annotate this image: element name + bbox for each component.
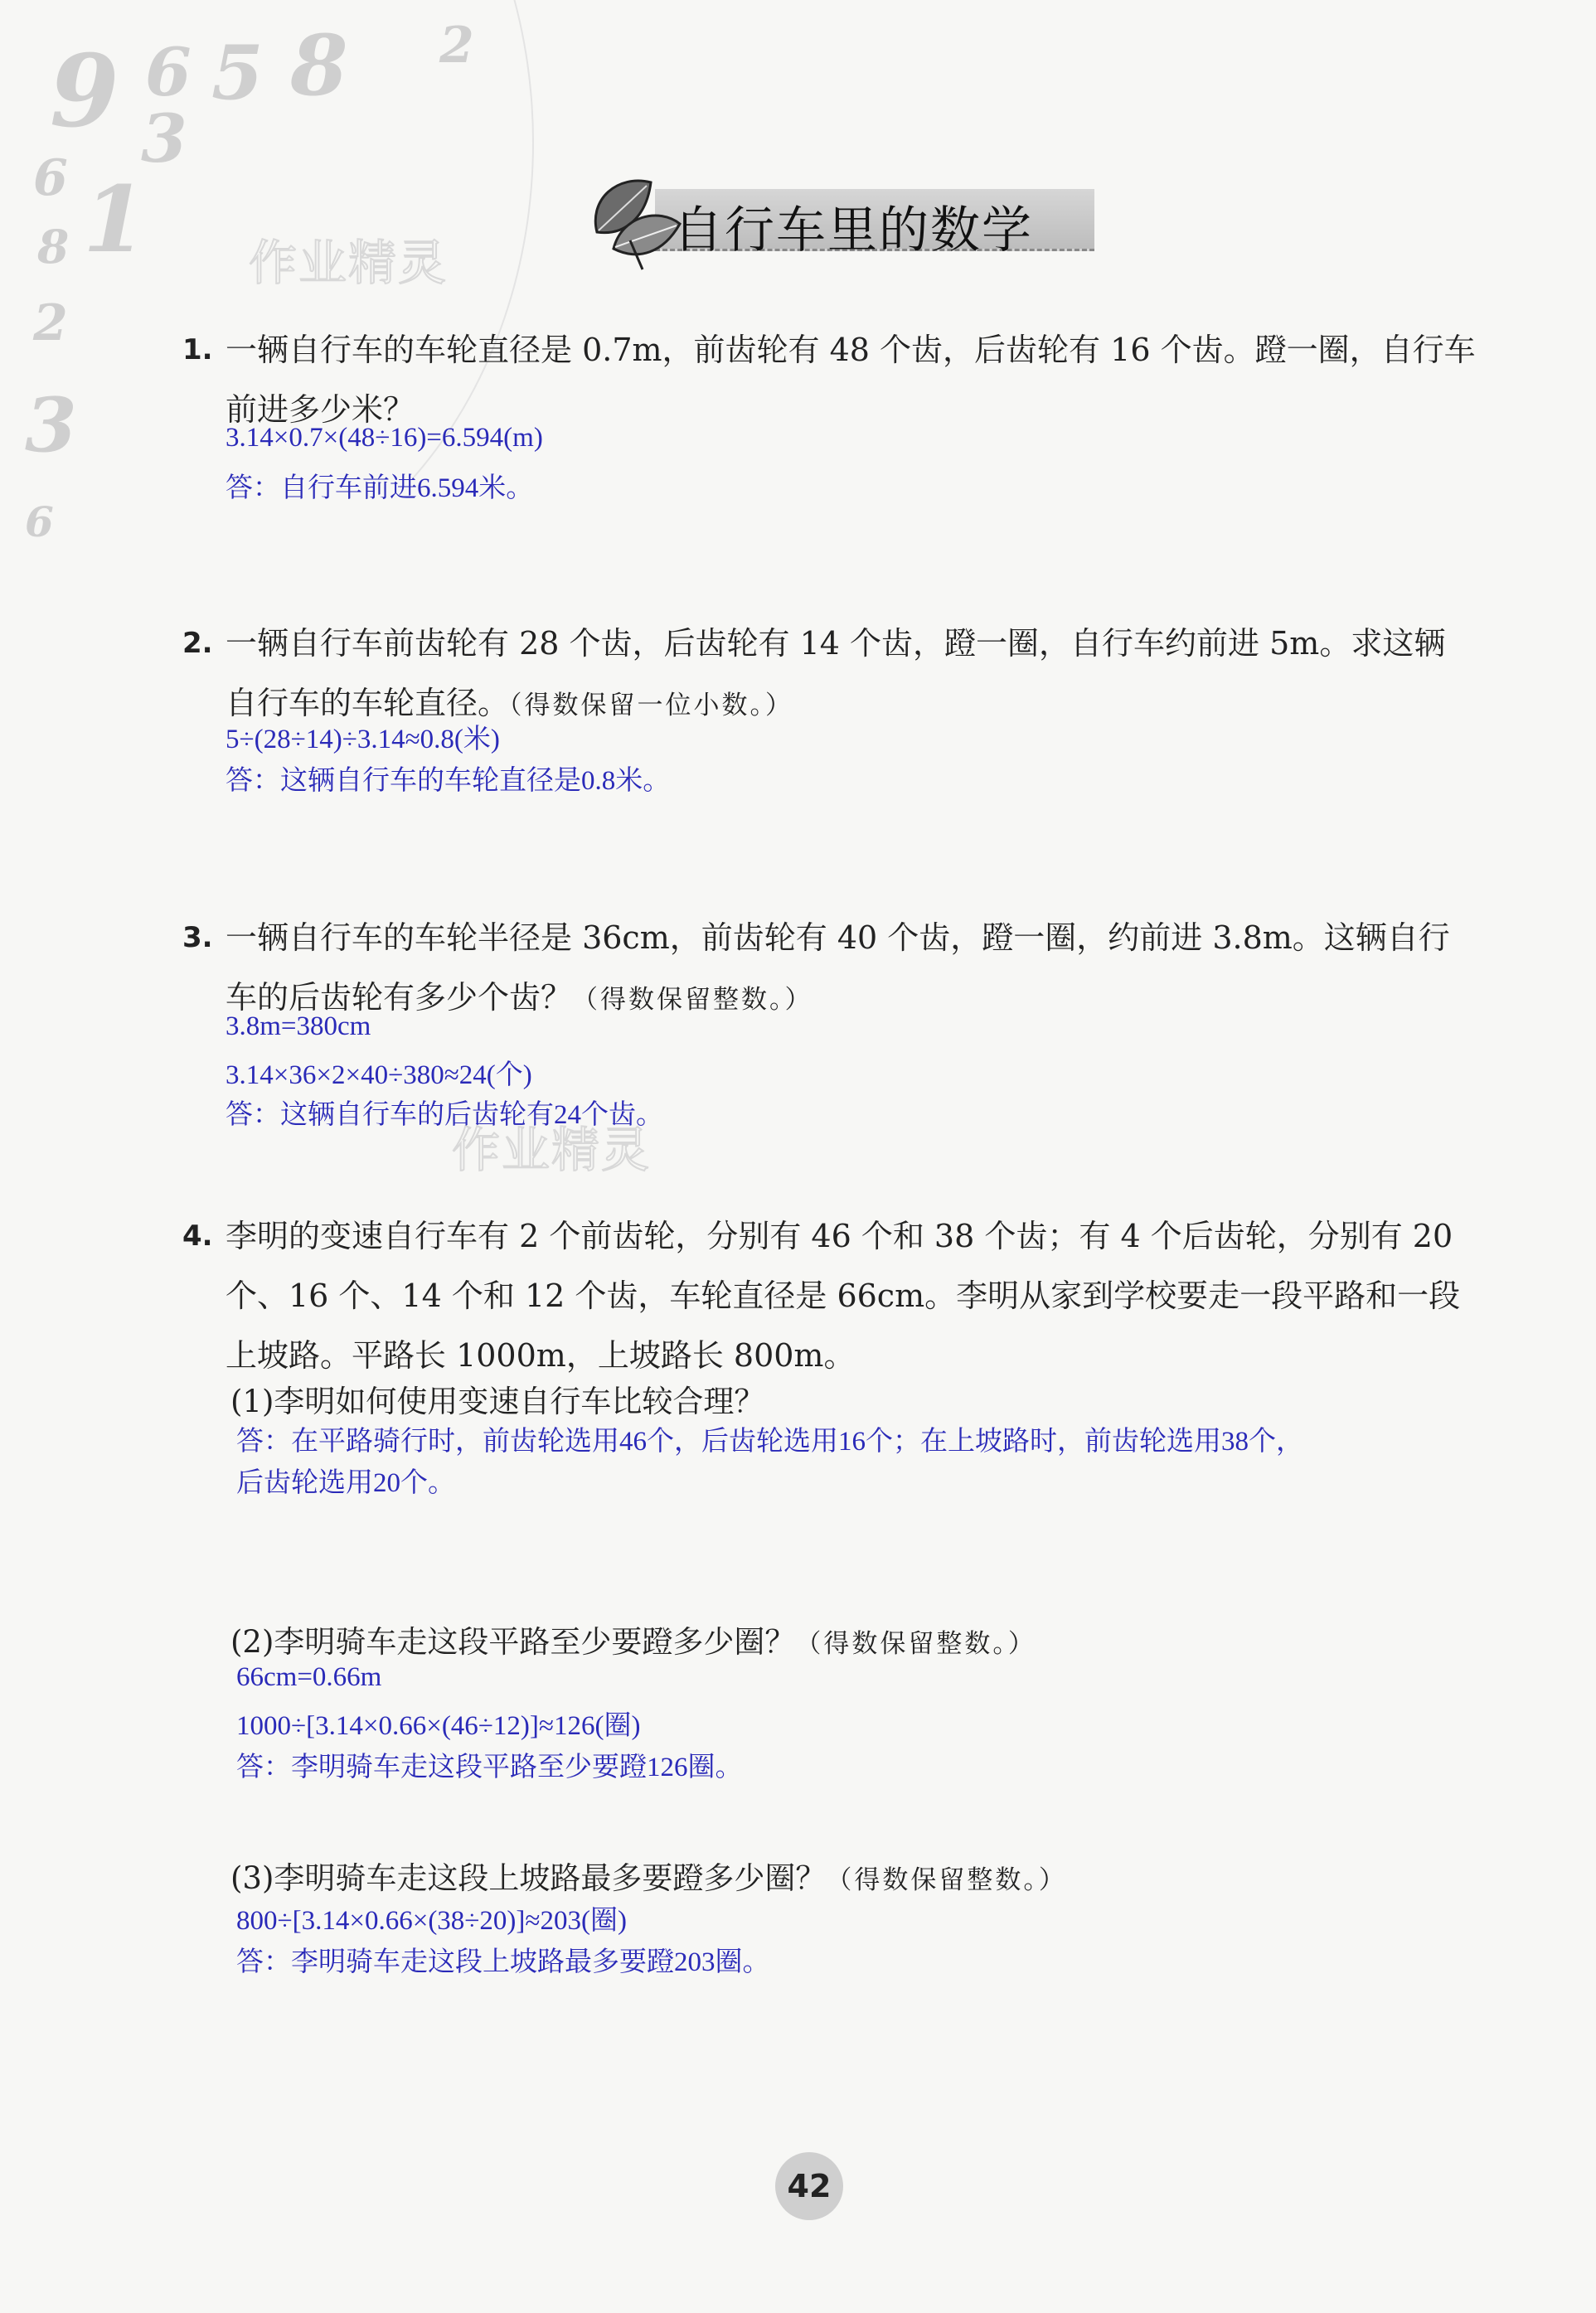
question-note: （得数保留整数。） [795, 1629, 1036, 1659]
answer-line: 答：在平路骑行时，前齿轮选用46个，后齿轮选用16个；在上坡路时，前齿轮选用38个， [236, 1427, 1303, 1457]
answer-line: 答：自行车前进6.594米。 [226, 473, 534, 503]
answer-line: 5÷(28÷14)÷3.14≈0.8(米) [226, 725, 500, 754]
answer-line: 答：这辆自行车的后齿轮有24个齿。 [226, 1100, 663, 1130]
question-number: 4. [182, 1220, 213, 1253]
decor-number: 5 [211, 29, 264, 117]
decor-number: 9 [50, 33, 119, 150]
decor-number: 3 [141, 99, 187, 177]
sub-question-text: (3)李明骑车走这段上坡路最多要蹬多少圈？ [230, 1860, 827, 1896]
sub-question [230, 1617, 1036, 1661]
decor-number: 6 [25, 497, 54, 546]
sub-question-text: (2)李明骑车走这段平路至少要蹬多少圈？ [230, 1624, 796, 1660]
answer-line: 后齿轮选用20个。 [236, 1468, 455, 1498]
sub-question [230, 1853, 1067, 1898]
question-text: 一辆自行车前齿轮有 28 个齿，后齿轮有 14 个齿，蹬一圈，自行车约前进 5m。求这辆自行车的车轮直径。 [226, 625, 1446, 721]
question-number: 1. [182, 333, 213, 366]
watermark: 作业精灵 [249, 235, 449, 291]
answer-line: 3.14×0.7×(48÷16)=6.594(m) [226, 423, 543, 453]
decor-number: 8 [290, 17, 348, 114]
question-note: （得数保留整数。） [826, 1865, 1067, 1895]
leaf-icon [580, 158, 688, 274]
answer-line: 3.14×36×2×40÷380≈24(个) [226, 1060, 532, 1090]
page-title: 自行车里的数学 [673, 201, 1033, 259]
decor-number: 2 [439, 17, 474, 75]
watermark: 作业精灵 [452, 1122, 652, 1178]
decor-number: 1 [83, 166, 147, 273]
answer-line: 答：这辆自行车的车轮直径是0.8米。 [226, 766, 671, 796]
question-note: （得数保留整数。） [572, 985, 813, 1015]
decor-number: 6 [145, 33, 192, 111]
answer-line: 答：李明骑车走这段平路至少要蹬126圈。 [236, 1753, 743, 1782]
title-banner [580, 158, 1111, 274]
decor-number: 8 [37, 220, 70, 274]
question-text: 李明的变速自行车有 2 个前齿轮，分别有 46 个和 38 个齿；有 4 个后齿轮，分别有 20 个、16 个、14 个和 12 个齿，车轮直径是 66cm。李明从家到学校要走一段平路和一段上坡路。平路长 1000m，上坡路长 800m。 [226, 1218, 1461, 1374]
decor-number: 2 [33, 294, 68, 352]
answer-line: 答：李明骑车走这段上坡路最多要蹬203圈。 [236, 1947, 770, 1977]
answer-line: 66cm=0.66m [236, 1662, 382, 1692]
page-number: 42 [775, 2152, 843, 2220]
answer-line: 1000÷[3.14×0.66×(46÷12)]≈126(圈) [236, 1711, 641, 1741]
question-4 [182, 1206, 1476, 1385]
question-note: （得数保留一位小数。） [509, 691, 794, 720]
answer-line: 800÷[3.14×0.66×(38÷20)]≈203(圈) [236, 1906, 627, 1936]
decor-number: 6 [33, 149, 68, 207]
question-3 [182, 908, 1476, 1030]
decor-number: 3 [25, 381, 77, 469]
question-number: 2. [182, 627, 213, 660]
question-1 [182, 320, 1476, 439]
answer-line: 3.8m=380cm [226, 1011, 371, 1041]
sub-question: (1)李明如何使用变速自行车比较合理？ [230, 1384, 765, 1419]
question-number: 3. [182, 921, 213, 954]
question-text: 一辆自行车的车轮直径是 0.7m，前齿轮有 48 个齿，后齿轮有 16 个齿。蹬一圈，自行车前进多少米？ [226, 332, 1476, 428]
question-text: 一辆自行车的车轮半径是 36cm，前齿轮有 40 个齿，蹬一圈，约前进 3.8m。这辆自行车的后齿轮有多少个齿？ [226, 919, 1450, 1016]
